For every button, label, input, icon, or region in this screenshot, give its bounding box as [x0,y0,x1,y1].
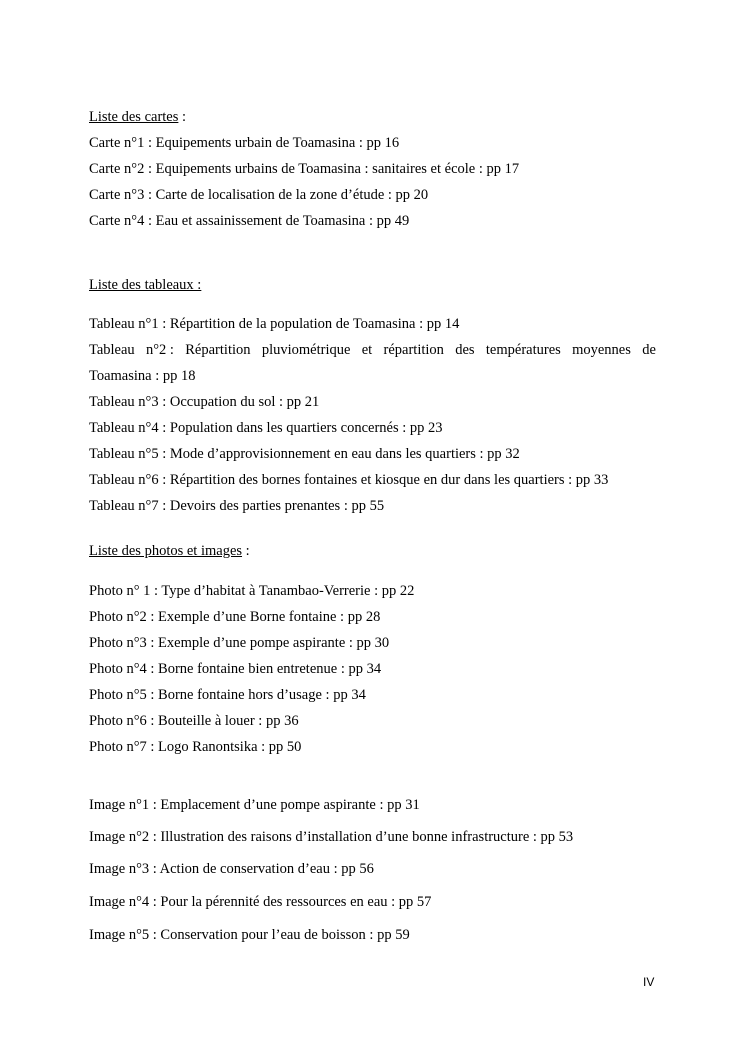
cartes-heading: Liste des cartes [89,109,179,125]
photo-item-2: Photo n°2 : Exemple d’une Borne fontaine : pp 28 [89,609,381,625]
tableau-item-2-line-1 [89,341,656,359]
page-number: IV [643,975,655,989]
tableau-item-2-word: des [455,342,475,358]
photo-item-3: Photo n°3 : Exemple d’une pompe aspirante : pp 30 [89,635,390,651]
photos-heading-line [89,542,656,560]
tableau-item-2-word: Tableau [89,342,135,358]
photos-heading-colon: : [242,543,250,559]
tableau-item-2-word: Répartition [185,342,251,358]
tableau-item-3: Tableau n°3 : Occupation du sol : pp 21 [89,394,320,410]
tableau-item-2-word: de [642,342,656,358]
tableau-item-1: Tableau n°1 : Répartition de la population de Toamasina : pp 14 [89,316,460,332]
photos-heading: Liste des photos et images [89,543,243,559]
photo-item-5: Photo n°5 : Borne fontaine hors d’usage : pp 34 [89,687,366,703]
cartes-heading-line [89,108,656,126]
tableau-item-4: Tableau n°4 : Population dans les quartiers concernés : pp 23 [89,420,443,436]
cartes-heading-colon: : [178,109,187,125]
tableau-item-2-word: températures [485,342,561,358]
photo-item-1: Photo n° 1 : Type d’habitat à Tanambao-Verrerie : pp 22 [89,583,415,599]
carte-item-4: Carte n°4 : Eau et assainissement de Toamasina : pp 49 [89,213,410,229]
carte-item-1: Carte n°1 : Equipements urbain de Toamasina : pp 16 [89,135,400,151]
tableaux-heading-line [89,276,656,294]
tableau-item-2-word: et [361,342,373,358]
tableau-item-2-word: pluviométrique [261,342,351,358]
image-item-2: Image n°2 : Illustration des raisons d’installation d’une bonne infrastructure : pp 53 [89,829,574,845]
carte-item-2: Carte n°2 : Equipements urbains de Toamasina : sanitaires et école : pp 17 [89,161,520,177]
image-item-5: Image n°5 : Conservation pour l’eau de boisson : pp 59 [89,927,410,943]
tableau-item-2-word: répartition [383,342,444,358]
tableau-item-2-word: n°2 : [146,342,174,358]
tableau-item-2-line-2: Toamasina : pp 18 [89,368,196,384]
tableaux-heading: Liste des tableaux : [89,277,202,293]
carte-item-3: Carte n°3 : Carte de localisation de la zone d’étude : pp 20 [89,187,429,203]
tableau-item-7: Tableau n°7 : Devoirs des parties prenantes : pp 55 [89,498,385,514]
tableau-item-2-word: moyennes [572,342,631,358]
photo-item-6: Photo n°6 : Bouteille à louer : pp 36 [89,713,299,729]
image-item-1: Image n°1 : Emplacement d’une pompe aspirante : pp 31 [89,797,420,813]
photo-item-4: Photo n°4 : Borne fontaine bien entretenue : pp 34 [89,661,382,677]
image-item-3: Image n°3 : Action de conservation d’eau : pp 56 [89,861,374,877]
photo-item-7: Photo n°7 : Logo Ranontsika : pp 50 [89,739,302,755]
tableau-item-6: Tableau n°6 : Répartition des bornes fontaines et kiosque en dur dans les quartiers : pp 33 [89,472,609,488]
image-item-4: Image n°4 : Pour la pérennité des ressources en eau : pp 57 [89,894,432,910]
tableau-item-5: Tableau n°5 : Mode d’approvisionnement en eau dans les quartiers : pp 32 [89,446,520,462]
